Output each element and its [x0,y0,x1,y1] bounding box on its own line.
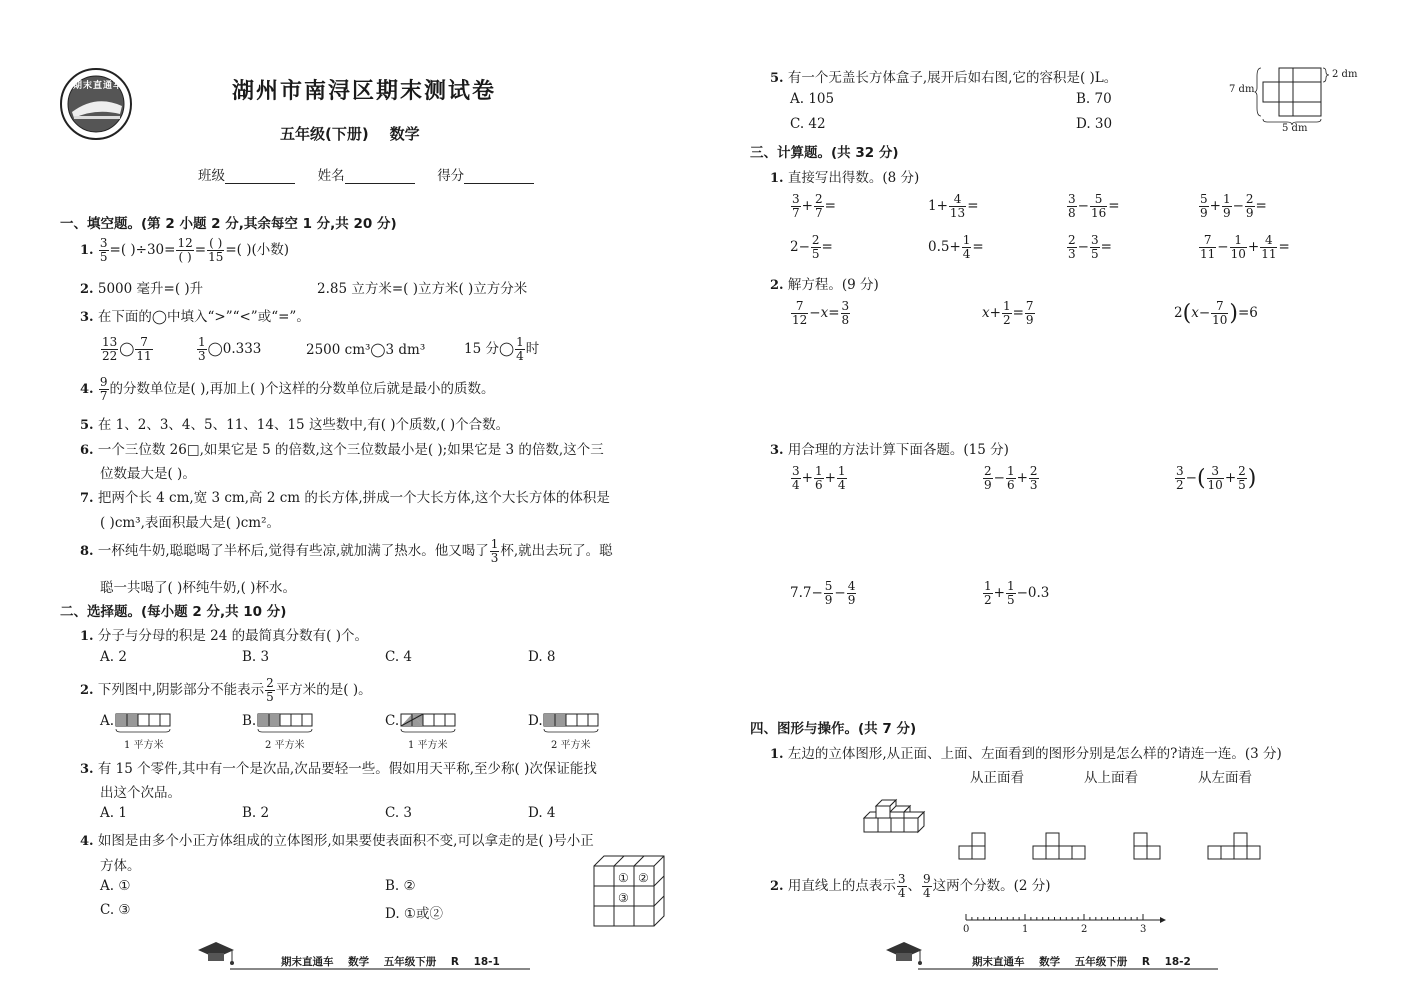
q1-1: 1. $\frac{3}{5}$ =( )÷30= $\frac{12}{( )}$ = $\frac{( )}{15}$ =( )(小数) [80,236,290,264]
q2-2-cap-a: 1 平方米 [124,740,164,751]
page-subtitle: 五年级(下册) 数学 [280,125,420,143]
calc-1-5: 2− $\frac{2}{5}$ = [790,233,833,261]
calc-1-1: $\frac{3}{7}$ + $\frac{2}{7}$ = [792,192,836,220]
q2-2-opt-c[interactable]: C. [385,713,400,729]
simp-2: $\frac{2}{9}$ − $\frac{1}{6}$ + $\frac{2}{3}$ [984,464,1038,492]
calc-1-4: $\frac{5}{9}$ + $\frac{1}{9}$ − $\frac{2}{9}$ = [1200,192,1267,220]
eq-2: x+ $\frac{1}{2}$ = $\frac{7}{9}$ [982,299,1034,327]
score-label: 得分 [437,168,465,184]
fig-b [258,714,312,732]
q2-3-opt-d[interactable]: D. 4 [528,805,556,821]
page-title: 湖州市南浔区期末测试卷 [232,79,497,104]
view-shape-4 [1207,832,1263,862]
q1-7-l2: ( )cm³,表面积最大是( )cm²。 [100,515,280,531]
q2-4-opt-a[interactable]: A. ① [100,878,131,894]
view-label-left: 从左面看 [1198,770,1252,786]
q1-2: 2. 5000 毫升=( )升 [80,281,204,297]
logo [60,68,132,140]
section-1-heading: 一、填空题。(第 2 小题 2 分,其余每空 1 分,共 20 分) [60,216,397,232]
net-label-top: 2 dm [1332,69,1358,80]
calc-1-2: 1+ $\frac{4}{13}$ = [928,192,979,220]
tick-label-2: 2 [1081,924,1088,935]
q2-3-opt-c[interactable]: C. 3 [385,805,413,821]
q2-3-l2: 出这个次品。 [100,785,181,801]
q2-5-opt-c[interactable]: C. 42 [790,116,826,132]
section-4-heading: 四、图形与操作。(共 7 分) [750,721,917,737]
q2-1: 1. 分子与分母的积是 24 的最简真分数有( )个。 [80,628,368,644]
name-label: 姓名 [317,168,345,184]
q2-1-opt-d[interactable]: D. 8 [528,649,556,665]
eq-1: $\frac{7}{12}$ −x= $\frac{3}{8}$ [792,299,850,327]
simp-1: $\frac{3}{4}$ + $\frac{1}{6}$ + $\frac{1}{4}$ [792,464,846,492]
q1-3c: 2500 cm³◯3 dm³ [306,342,426,358]
right-footer: 期末直通车 数学 五年级下册 R 18-2 [972,956,1191,968]
solid-figure [862,798,942,838]
q2-3: 3. 有 15 个零件,其中有一个是次品,次品要轻一些。假如用天平称,至少称( )次保证能找 [80,761,597,777]
cube-label-2: ② [638,871,649,885]
class-label: 班级 [198,168,225,184]
simp-3: $\frac{3}{2}$ −( $\frac{3}{10}$ + $\frac{2}{5}$ ) [1176,464,1257,492]
simp-4: 7.7− $\frac{5}{9}$ − $\frac{4}{9}$ [790,579,856,607]
q2-5: 5. 有一个无盖长方体盒子,展开后如右图,它的容积是( )L。 [770,70,1118,86]
q2-3-opt-b[interactable]: B. 2 [242,805,270,821]
score-field[interactable] [464,169,534,184]
name-field[interactable] [345,169,415,184]
cube-label-1: ① [618,871,629,885]
q3-2: 2. 解方程。(9 分) [770,277,879,293]
logo-text: 期末直通车 [73,81,124,91]
calc-1-3: $\frac{3}{8}$ − $\frac{5}{16}$ = [1068,192,1120,220]
q3-3: 3. 用合理的方法计算下面各题。(15 分) [770,442,1009,458]
q4-2: 2. 用直线上的点表示 $\frac{3}{4}$ 、 $\frac{9}{4}$ 这两个分数。(2 分) [770,872,1051,900]
q4-1: 1. 左边的立体图形,从正面、上面、左面看到的图形分别是怎么样的?请连一连。(3 分) [770,746,1282,762]
tick-label-3: 3 [1140,924,1147,935]
q1-3d: 15 分◯ $\frac{1}{4}$ 时 [464,335,540,363]
q2-1-opt-c[interactable]: C. 4 [385,649,413,665]
tick-label-0: 0 [963,924,970,935]
q1-5: 5. 在 1、2、3、4、5、11、14、15 这些数中,有( )个质数,( )个合数。 [80,417,510,433]
q2-2-opt-d[interactable]: D. [528,713,543,729]
q3-1: 1. 直接写出得数。(8 分) [770,170,920,186]
tick-label-1: 1 [1022,924,1029,935]
q1-7: 7. 把两个长 4 cm,宽 3 cm,高 2 cm 的长方体,拼成一个大长方体,这个大长方体的体积是 [80,490,610,506]
view-shape-2 [1032,832,1088,862]
q2-3-opt-a[interactable]: A. 1 [100,805,127,821]
view-label-top: 从上面看 [1084,770,1138,786]
q2-5-opt-a[interactable]: A. 105 [790,91,835,107]
q1-8: 8. 一杯纯牛奶,聪聪喝了半杯后,觉得有些凉,就加满了热水。他又喝了 $\frac{1}{3}$ 杯,就出去玩了。聪 [80,537,613,565]
eq-3: 2(x− $\frac{7}{10}$ )=6 [1174,299,1258,327]
calc-1-6: 0.5+ $\frac{1}{4}$ = [928,233,984,261]
calc-1-8: $\frac{7}{11}$ − $\frac{1}{10}$ + $\frac{4}{11}$ = [1200,233,1290,261]
q2-1-opt-b[interactable]: B. 3 [242,649,270,665]
graduation-cap-icon [196,940,236,970]
q1-6-l2: 位数最大是( )。 [100,466,196,482]
q2-2-cap-b: 2 平方米 [265,740,305,751]
student-info [198,164,534,184]
view-shape-1 [958,832,990,862]
q2-2-cap-d: 2 平方米 [551,740,591,751]
simp-5: $\frac{1}{2}$ + $\frac{1}{5}$ −0.3 [984,579,1050,607]
q2-4: 4. 如图是由多个小正方体组成的立体图形,如果要使表面积不变,可以拿走的是( )号小正 [80,833,594,849]
q2-4-opt-d[interactable]: D. ①或② [385,906,444,922]
q2-4-opt-b[interactable]: B. ② [385,878,416,894]
section-3-heading: 三、计算题。(共 32 分) [750,145,899,161]
q1-8-l2: 聪一共喝了( )杯纯牛奶,( )杯水。 [100,580,296,596]
fig-c [401,714,455,732]
net-label-bottom: 5 dm [1282,123,1308,134]
q1-3b: $\frac{1}{3}$ ◯0.333 [198,335,262,363]
q2-1-opt-a[interactable]: A. 2 [100,649,127,665]
view-shape-3 [1133,832,1165,862]
fig-d [544,714,598,732]
q2-5-opt-d[interactable]: D. 30 [1076,116,1113,132]
q2-2-cap-c: 1 平方米 [408,740,448,751]
q1-3: 3. 在下面的◯中填入“>”“<”或“=”。 [80,309,310,325]
view-label-front: 从正面看 [970,770,1024,786]
number-line[interactable] [960,910,1170,940]
class-field[interactable] [225,169,295,184]
q2-5-opt-b[interactable]: B. 70 [1076,91,1112,107]
q2-2: 2. 下列图中,阴影部分不能表示 $\frac{2}{5}$ 平方米的是( )。 [80,676,372,704]
fig-a [116,714,170,732]
net-label-h: 7 dm [1229,84,1255,95]
cube-figure [590,852,670,932]
q2-4-l2: 方体。 [100,858,141,874]
section-2-heading: 二、选择题。(每小题 2 分,共 10 分) [60,604,287,620]
calc-1-7: $\frac{2}{3}$ − $\frac{3}{5}$ = [1068,233,1112,261]
q2-4-opt-c[interactable]: C. ③ [100,902,131,918]
q2-2-opt-a[interactable]: A. [100,713,115,729]
left-footer: 期末直通车 数学 五年级下册 R 18-1 [281,956,500,968]
q1-2b: 2.85 立方米=( )立方米( )立方分米 [317,281,528,297]
q1-6: 6. 一个三位数 26□,如果它是 5 的倍数,这个三位数最小是( );如果它是 3 的倍数,这个三 [80,442,604,458]
q1-4: 4. $\frac{9}{7}$ 的分数单位是( ),再加上( )个这样的分数单位后就是最小的质数。 [80,375,495,403]
cube-label-3: ③ [618,891,629,905]
q1-3a: $\frac{13}{22}$ ◯ $\frac{7}{11}$ [102,335,152,363]
q2-2-opt-b[interactable]: B. [242,713,257,729]
graduation-cap-icon [884,940,924,970]
